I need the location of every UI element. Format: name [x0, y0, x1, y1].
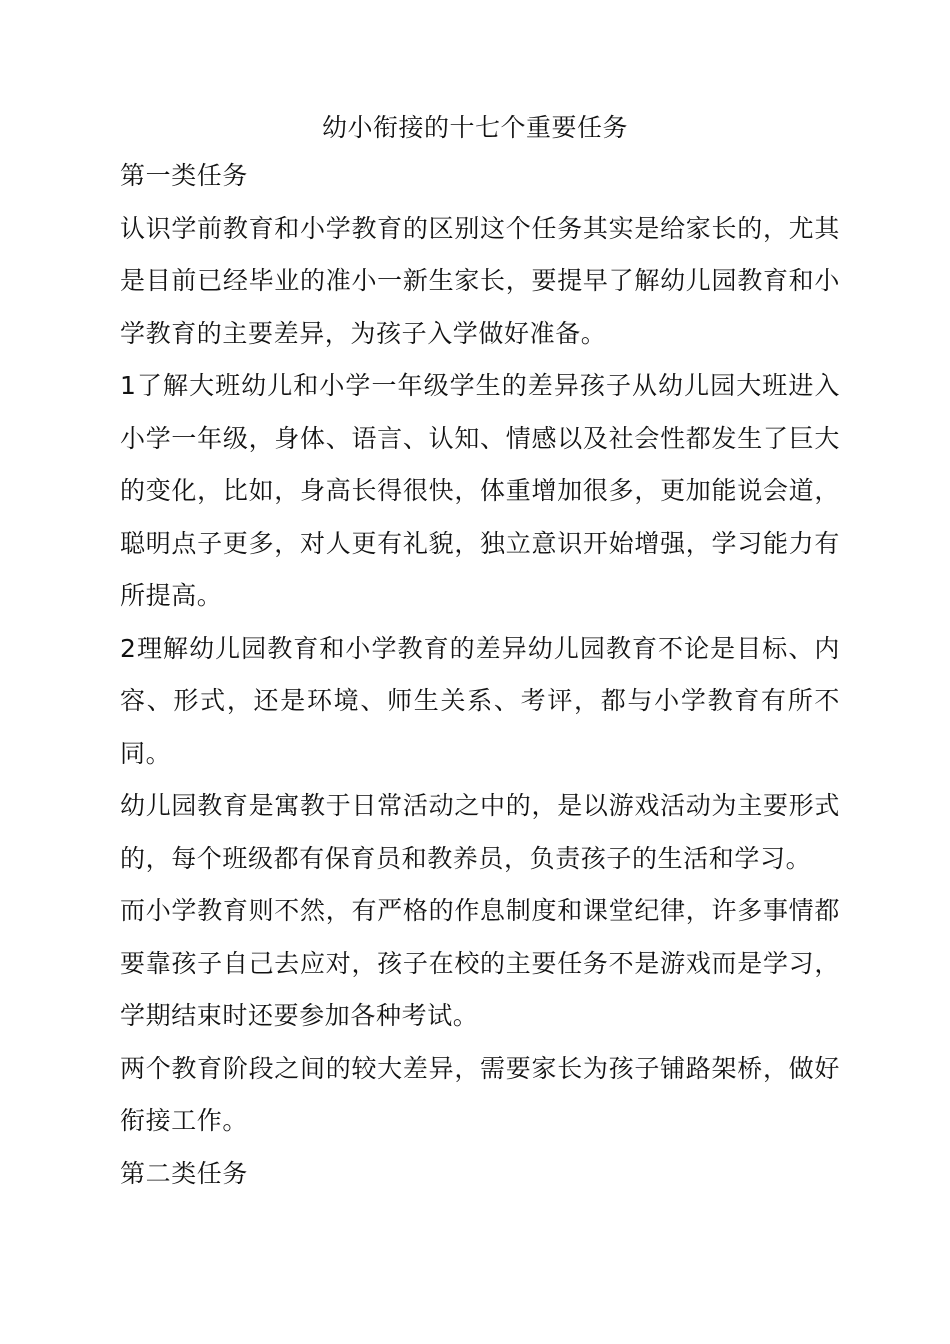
paragraph-5: 而小学教育则不然，有严格的作息制度和课堂纪律，许多事情都要靠孩子自己去应对，孩子在校的主要任务不是游戏而是学习，学期结束时还要参加各种考试。: [120, 896, 840, 1030]
paragraph-1: 认识学前教育和小学教育的区别这个任务其实是给家长的，尤其是目前已经毕业的准小一新生家长，要提早了解幼儿园教育和小学教育的主要差异，为孩子入学做好准备。: [120, 213, 840, 348]
document-body: [120, 150, 840, 1200]
document-title: 幼小衔接的十七个重要任务: [321, 113, 628, 142]
paragraph-3: 2理解幼儿园教育和小学教育的差异幼儿园教育不论是目标、内容、形式，还是环境、师生关系、考评，都与小学教育有所不同。: [120, 633, 840, 768]
section-heading-2: 第二类任务: [120, 1158, 249, 1188]
paragraph-2: 1了解大班幼儿和小学一年级学生的差异孩子从幼儿园大班进入小学一年级，身体、语言、认知、情感以及社会性都发生了巨大的变化，比如，身高长得很快，体重增加很多，更加能说会道，聪明点子更多，对人更有礼貌，独立意识开始增强，学习能力有所提高。: [120, 371, 840, 610]
section-heading-1: 第一类任务: [120, 161, 249, 190]
paragraph-4: 幼儿园教育是寓教于日常活动之中的，是以游戏活动为主要形式的，每个班级都有保育员和教养员，负责孩子的生活和学习。: [120, 791, 840, 873]
paragraph-6: 两个教育阶段之间的较大差异，需要家长为孩子铺路架桥，做好衔接工作。: [120, 1053, 840, 1135]
